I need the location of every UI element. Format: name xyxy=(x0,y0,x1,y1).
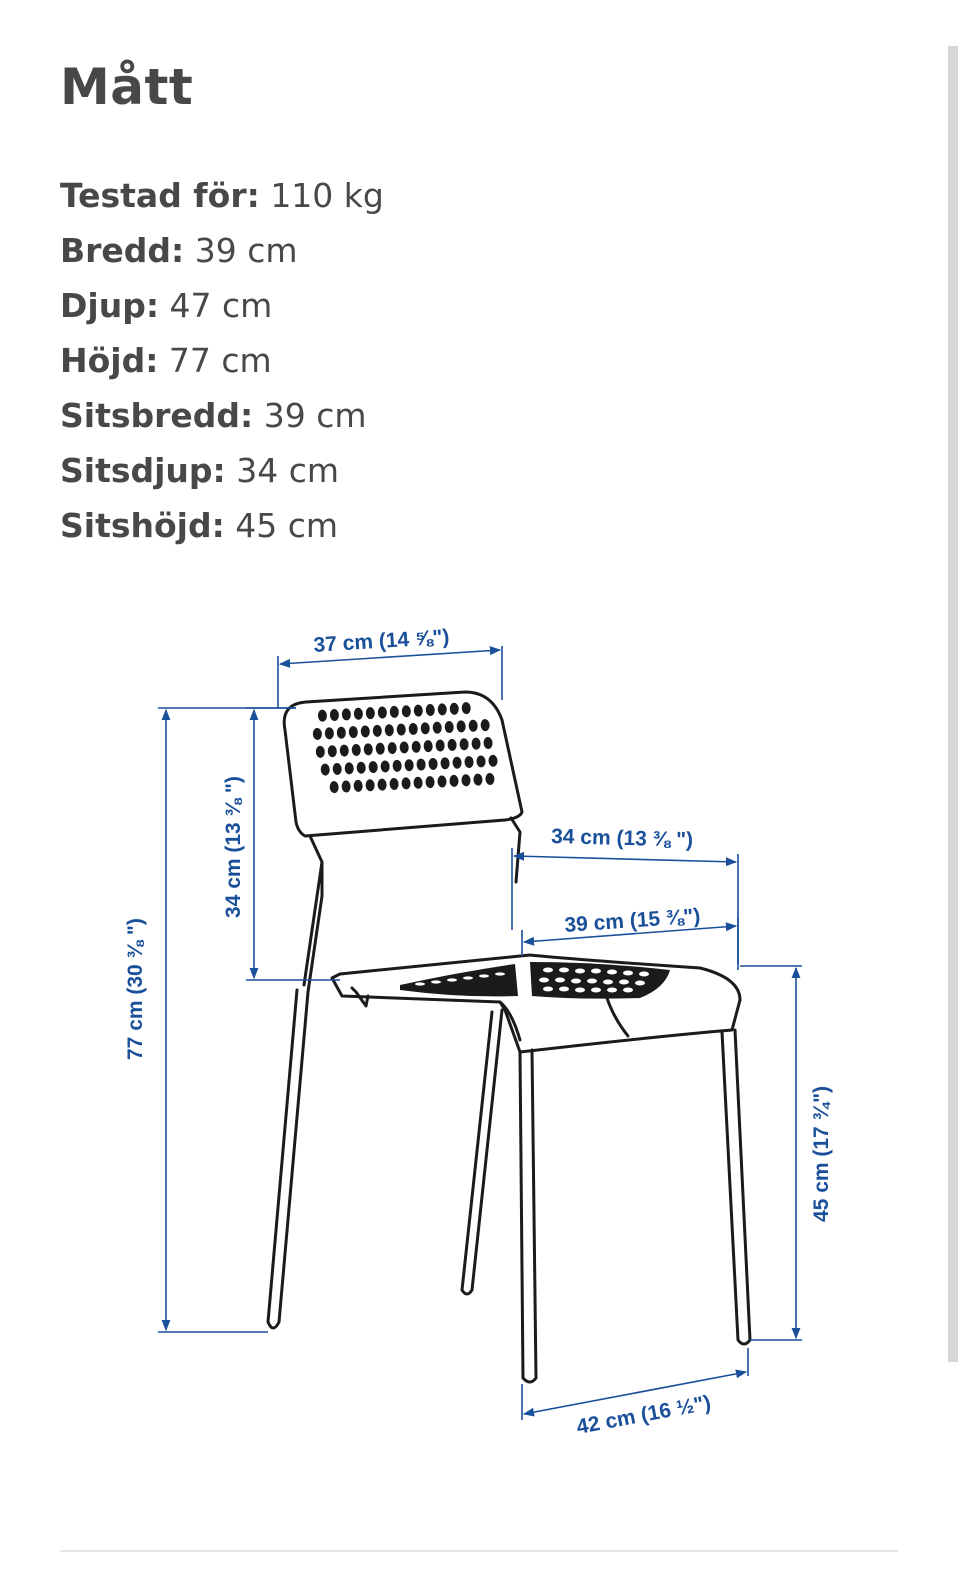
spec-value: 39 cm xyxy=(263,396,367,435)
spec-label: Sitsbredd: xyxy=(60,396,254,435)
section-divider xyxy=(60,1550,898,1552)
spec-label: Djup: xyxy=(60,286,160,325)
spec-row-hojd xyxy=(60,337,384,392)
spec-value: 47 cm xyxy=(169,286,273,325)
dim-label-seat-width: 39 cm (15 ⅜") xyxy=(563,904,702,937)
chair-dimension-diagram xyxy=(60,600,900,1460)
spec-value: 39 cm xyxy=(194,231,298,270)
spec-value: 34 cm xyxy=(236,451,340,490)
spec-label: Bredd: xyxy=(60,231,185,270)
seat-hole-pattern xyxy=(400,962,670,999)
page-title: Mått xyxy=(60,58,194,116)
spec-label: Höjd: xyxy=(60,341,159,380)
spec-row-bredd xyxy=(60,227,384,282)
spec-row-sitsdjup xyxy=(60,447,384,502)
dim-label-total-height: 77 cm (30 ⅜ ") xyxy=(124,918,147,1060)
spec-label: Sitsdjup: xyxy=(60,451,226,490)
spec-label: Testad för: xyxy=(60,176,260,215)
dim-label-seat-depth: 34 cm (13 ⅜ ") xyxy=(550,825,694,852)
spec-value: 110 kg xyxy=(270,176,384,215)
spec-row-sitsbredd xyxy=(60,392,384,447)
spec-value: 45 cm xyxy=(235,506,339,545)
spec-label: Sitshöjd: xyxy=(60,506,225,545)
scrollbar[interactable] xyxy=(948,46,958,1362)
spec-row-sitshojd xyxy=(60,502,384,557)
spec-value: 77 cm xyxy=(168,341,272,380)
chair-illustration xyxy=(268,692,750,1382)
dim-label-backrest-width: 37 cm (14 ⅝") xyxy=(312,625,451,657)
dim-label-backrest-height: 34 cm (13 ⅜ ") xyxy=(222,776,245,918)
backrest-hole-pattern xyxy=(312,701,499,794)
spec-row-djup xyxy=(60,282,384,337)
spec-list xyxy=(60,172,384,557)
dim-label-leg-spread: 42 cm (16 ½") xyxy=(574,1391,713,1439)
spec-row-testad xyxy=(60,172,384,227)
dim-label-seat-height: 45 cm (17 ¾") xyxy=(810,1085,833,1222)
